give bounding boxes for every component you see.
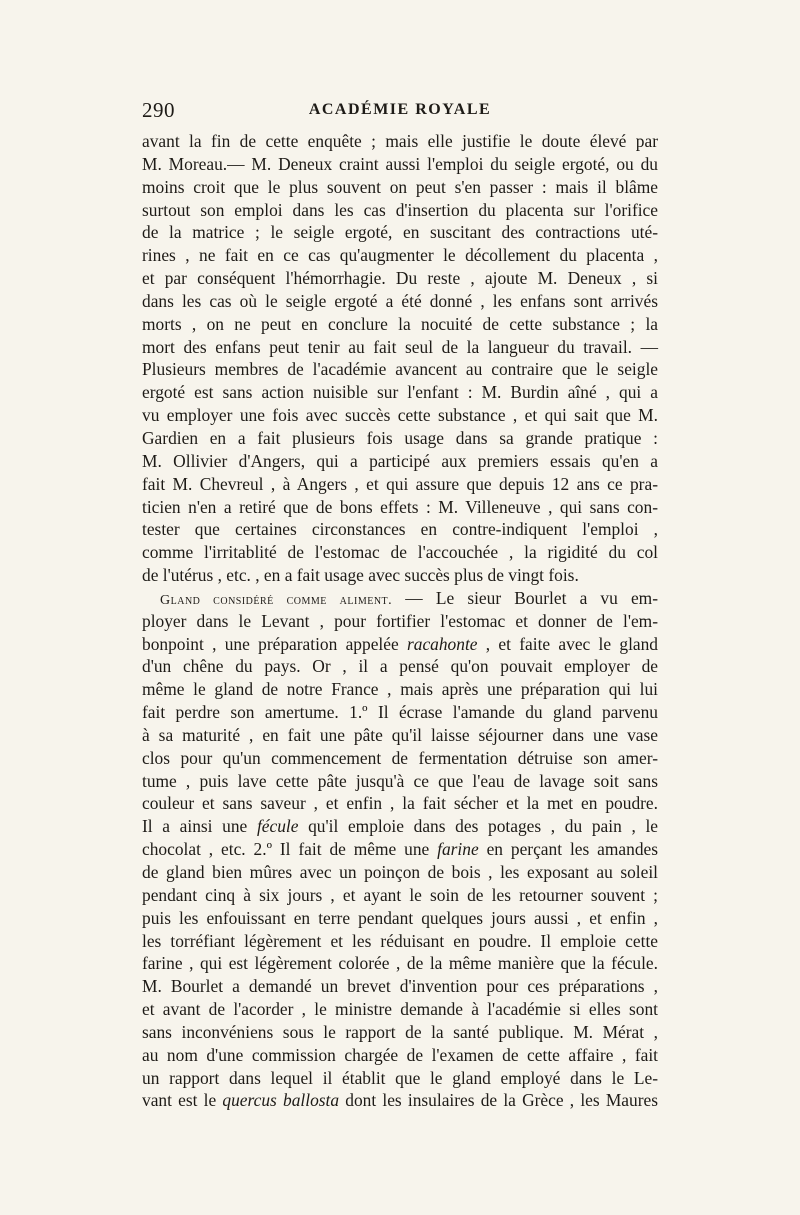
text-line: et avant de l'acorder , le ministre demande à l'académie si elles sont <box>142 999 658 1020</box>
text-line: pendant cinq à six jours , et ayant le soin de les retourner souvent ; <box>142 884 658 905</box>
text-fragment: , et faite avec le gland <box>477 633 659 654</box>
text-line: ergoté est sans action nuisible sur l'enfant : M. Burdin aîné , qui a <box>142 382 658 403</box>
text-line: les torréfiant légèrement et les réduisant en poudre. Il emploie cette <box>142 930 658 951</box>
text-fragment: vant est le <box>142 1090 223 1111</box>
text-fragment: dont les insulaires de la Grèce , les Maures <box>339 1090 658 1111</box>
text-line: tester que certaines circonstances en contre-indiquent l'emploi , <box>142 519 658 540</box>
text-line: mort des enfans peut tenir au fait seul de la langueur du travail. — <box>142 336 658 357</box>
text-line <box>142 1089 658 1112</box>
page-number: 290 <box>142 98 175 122</box>
text-line: morts , on ne peut en conclure la nocuité de cette substance ; la <box>142 313 658 334</box>
text-line: ticien n'en a retiré que de bons effets : M. Villeneuve , qui sans con- <box>142 496 658 517</box>
text-line: surtout son emploi dans les cas d'insertion du placenta sur l'orifice <box>142 199 658 220</box>
text-line: sans inconvéniens sous le rapport de la santé publique. M. Mérat , <box>142 1021 658 1042</box>
text-fragment: en perçant les amandes <box>478 839 658 860</box>
text-line: de gland bien mûres avec un poinçon de bois , les exposant au soleil <box>142 862 658 882</box>
text-line: M. Ollivier d'Angers, qui a participé aux premiers essais qu'en a <box>142 450 658 471</box>
body-text <box>142 130 658 1112</box>
page-header <box>142 98 658 124</box>
text-line: farine , qui est légèrement colorée , de la même manière que la fécule. <box>142 953 658 974</box>
text-line: moins croit que le plus souvent on peut s'en passer : mais il blâme <box>142 176 658 197</box>
text-line: tume , puis lave cette pâte jusqu'à ce que l'eau de lavage soit sans <box>142 770 658 791</box>
italic-term-quercus-ballosta: quercus ballosta <box>222 1090 340 1111</box>
section-first-line-text: — Le sieur Bourlet a vu em- <box>392 587 658 608</box>
text-line: M. Moreau.— M. Deneux craint aussi l'emploi du seigle ergoté, ou du <box>142 153 658 174</box>
text-line: comme l'irritablité de l'estomac de l'accouchée , la rigidité du col <box>142 542 658 563</box>
text-fragment: qu'il emploie dans des potages , du pain , le <box>298 816 658 837</box>
text-line: et par conséquent l'hémorrhagie. Du reste , ajoute M. Deneux , si <box>142 268 658 289</box>
text-line <box>142 815 658 838</box>
text-line: Plusieurs membres de l'académie avancent au contraire que le seigle <box>142 359 658 380</box>
running-title: ACADÉMIE ROYALE <box>308 101 492 118</box>
text-line: à sa maturité , en fait une pâte qu'il laisse séjourner dans une vase <box>142 724 658 745</box>
text-line: de l'utérus , etc. , en a fait usage avec succès plus de vingt fois. <box>142 565 579 586</box>
text-line: même le gland de notre France , mais après une préparation qui lui <box>142 679 658 700</box>
text-line: fait perdre son amertume. 1.º Il écrase l'amande du gland parvenu <box>142 702 658 723</box>
italic-term-fecule: fécule <box>256 816 299 837</box>
text-line <box>142 633 658 656</box>
text-line: couleur et sans saveur , et enfin , la fait sécher et la met en poudre. <box>142 793 658 814</box>
text-line: puis les enfouissant en terre pendant quelques jours aussi , et enfin , <box>142 907 658 928</box>
text-line: avant la fin de cette enquête ; mais elle justifie le doute élevé par <box>142 131 658 151</box>
text-line: Gardien en a fait plusieurs fois usage dans sa grande pratique : <box>142 427 658 448</box>
text-line: ployer dans le Levant , pour fortifier l'estomac et donner de l'em- <box>142 610 658 631</box>
text-line: vu employer une fois avec succès cette substance , et qui sait que M. <box>142 405 658 426</box>
text-fragment: Il a ainsi une <box>142 816 257 837</box>
section-first-line <box>142 587 658 610</box>
text-line: de la matrice ; le seigle ergoté, en suscitant des contractions uté- <box>142 222 658 243</box>
text-line: d'un chêne du pays. Or , il a pensé qu'on pouvait employer de <box>142 656 658 677</box>
text-fragment: chocolat , etc. 2.º Il fait de même une <box>142 839 438 860</box>
text-line: dans les cas où le seigle ergoté a été donné , les enfans sont arrivés <box>142 290 658 311</box>
text-line: un rapport dans lequel il établit que le gland employé dans le Le- <box>142 1067 658 1088</box>
text-line: au nom d'une commission chargée de l'examen de cette affaire , fait <box>142 1044 658 1065</box>
text-line <box>142 838 658 861</box>
text-line: fait M. Chevreul , à Angers , et qui assure que depuis 12 ans ce pra- <box>142 473 658 494</box>
text-line: rines , ne fait en ce cas qu'augmenter le décollement du placenta , <box>142 245 658 266</box>
section-heading: Gland considéré comme aliment. <box>160 592 393 608</box>
text-fragment: bonpoint , une préparation appelée <box>142 633 407 654</box>
text-line: clos pour qu'un commencement de fermentation détruise son amer- <box>142 747 658 768</box>
text-line: M. Bourlet a demandé un brevet d'invention pour ces préparations , <box>142 976 658 997</box>
italic-term-racahonte: racahonte <box>406 633 478 654</box>
italic-term-farine: farine <box>437 839 479 860</box>
